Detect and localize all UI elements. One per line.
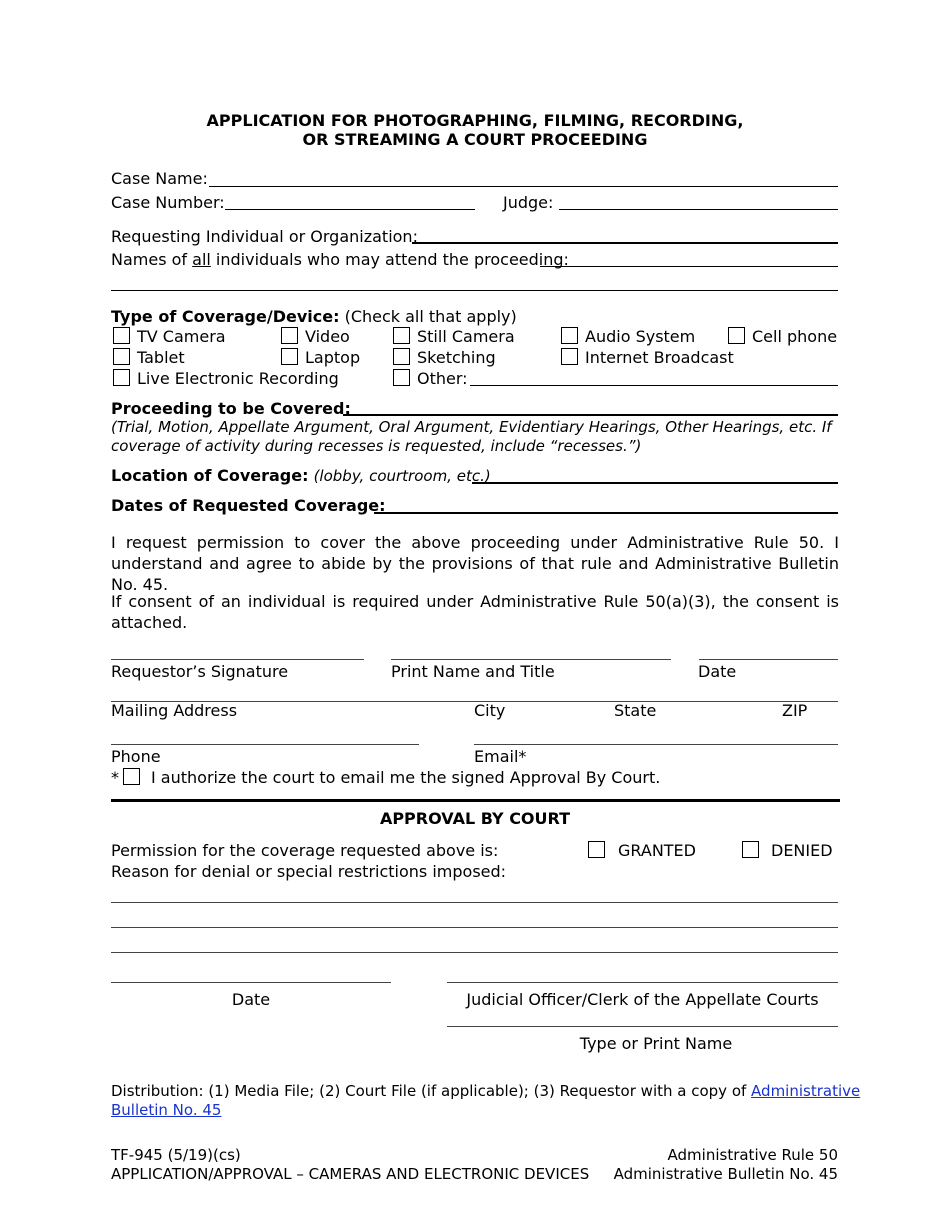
- proceeding-note-line1: (Trial, Motion, Appellate Argument, Oral Argument, Evidentiary Hearings, Other Hearings, etc. If: [111, 418, 832, 436]
- case-name-field[interactable]: [209, 186, 838, 187]
- live-recording-checkbox[interactable]: [113, 369, 130, 386]
- distribution-text: Distribution: (1) Media File; (2) Court File (if applicable); (3) Requestor with a copy of Administrative: [111, 1082, 861, 1100]
- form-title-line1: APPLICATION FOR PHOTOGRAPHING, FILMING, RECORDING,: [206, 111, 744, 130]
- denied-label: DENIED: [771, 841, 833, 860]
- case-name-label: Case Name:: [111, 169, 208, 188]
- location-label: Location of Coverage: (lobby, courtroom, etc.): [111, 466, 491, 485]
- footer-bulletin: Administrative Bulletin No. 45: [613, 1165, 838, 1183]
- approval-date-field[interactable]: [111, 982, 391, 983]
- section-divider: [111, 799, 840, 802]
- officer-label: Judicial Officer/Clerk of the Appellate Courts: [466, 990, 819, 1009]
- email-label: Email*: [474, 747, 527, 766]
- phone-field[interactable]: [111, 744, 419, 745]
- dates-label: Dates of Requested Coverage:: [111, 496, 386, 515]
- denied-checkbox[interactable]: [742, 841, 759, 858]
- granted-checkbox[interactable]: [588, 841, 605, 858]
- form-code: TF-945 (5/19)(cs): [111, 1146, 241, 1164]
- distribution-line2: [111, 1101, 221, 1119]
- other-checkbox[interactable]: [393, 369, 410, 386]
- names-label: Names of all individuals who may attend the proceeding:: [111, 250, 569, 269]
- reason-line-1[interactable]: [111, 902, 838, 903]
- date-field[interactable]: [699, 659, 838, 660]
- tablet-checkbox[interactable]: [113, 348, 130, 365]
- live-recording-label: Live Electronic Recording: [137, 369, 339, 388]
- reason-text: Reason for denial or special restrictions imposed:: [111, 862, 507, 881]
- names-field-continued[interactable]: [111, 290, 838, 291]
- permission-text: Permission for the coverage requested above is:: [111, 841, 499, 860]
- authorize-email-label: I authorize the court to email me the signed Approval By Court.: [151, 768, 661, 787]
- still-camera-checkbox[interactable]: [393, 327, 410, 344]
- laptop-label: Laptop: [305, 348, 361, 367]
- cell-phone-label: Cell phone: [752, 327, 838, 346]
- location-field[interactable]: [472, 482, 838, 484]
- judge-field[interactable]: [559, 209, 838, 210]
- video-checkbox[interactable]: [281, 327, 298, 344]
- state-label: State: [614, 701, 657, 720]
- names-field[interactable]: [540, 266, 838, 267]
- approval-date-label: Date: [231, 990, 271, 1009]
- tablet-label: Tablet: [137, 348, 185, 367]
- video-label: Video: [305, 327, 350, 346]
- cell-phone-checkbox[interactable]: [728, 327, 745, 344]
- tv-camera-label: TV Camera: [137, 327, 226, 346]
- other-label: Other:: [417, 369, 468, 388]
- footer-rule: Administrative Rule 50: [667, 1146, 838, 1164]
- other-field[interactable]: [470, 385, 838, 386]
- case-number-label: Case Number:: [111, 193, 225, 212]
- signature-label: Requestor’s Signature: [111, 662, 289, 681]
- authorize-asterisk: *: [111, 768, 119, 787]
- still-camera-label: Still Camera: [417, 327, 515, 346]
- request-statement: I request permission to cover the above proceeding under Administrative Rule 50. I understand and agree to abide by the provisions of that rule and Administrative Bulletin No. 45.: [111, 533, 839, 594]
- internet-broadcast-label: Internet Broadcast: [585, 348, 734, 367]
- bulletin-link-part1[interactable]: Administrative: [751, 1082, 861, 1100]
- bulletin-link-part2[interactable]: Bulletin No. 45: [111, 1101, 222, 1119]
- requesting-label: Requesting Individual or Organization:: [111, 227, 418, 246]
- signature-field[interactable]: [111, 659, 364, 660]
- email-field[interactable]: [474, 744, 838, 745]
- approval-heading: APPROVAL BY COURT: [379, 809, 571, 828]
- phone-label: Phone: [111, 747, 161, 766]
- proceeding-label: Proceeding to be Covered:: [111, 399, 351, 418]
- date-label: Date: [698, 662, 737, 681]
- officer-signature-field[interactable]: [447, 982, 838, 983]
- authorize-email-checkbox[interactable]: [123, 768, 140, 785]
- requesting-field[interactable]: [412, 242, 838, 244]
- city-label: City: [474, 701, 506, 720]
- reason-line-3[interactable]: [111, 952, 838, 953]
- audio-system-label: Audio System: [585, 327, 696, 346]
- proceeding-field[interactable]: [343, 414, 838, 416]
- granted-label: GRANTED: [618, 841, 696, 860]
- print-name-label: Print Name and Title: [391, 662, 555, 681]
- form-title-line2: OR STREAMING A COURT PROCEEDING: [302, 130, 648, 149]
- tv-camera-checkbox[interactable]: [113, 327, 130, 344]
- audio-system-checkbox[interactable]: [561, 327, 578, 344]
- print-name-caption: Type or Print Name: [579, 1034, 733, 1053]
- zip-label: ZIP: [782, 701, 808, 720]
- sketching-label: Sketching: [417, 348, 496, 367]
- sketching-checkbox[interactable]: [393, 348, 410, 365]
- dates-field[interactable]: [374, 512, 838, 514]
- mailing-address-label: Mailing Address: [111, 701, 238, 720]
- form-footer-title: APPLICATION/APPROVAL – CAMERAS AND ELECTRONIC DEVICES: [111, 1165, 590, 1183]
- print-name-field[interactable]: [391, 659, 671, 660]
- proceeding-note-line2: coverage of activity during recesses is requested, include “recesses.”): [111, 437, 642, 455]
- reason-line-2[interactable]: [111, 927, 838, 928]
- judge-label: Judge:: [503, 193, 554, 212]
- laptop-checkbox[interactable]: [281, 348, 298, 365]
- officer-print-name-field[interactable]: [447, 1026, 838, 1027]
- coverage-heading: Type of Coverage/Device: (Check all that apply): [111, 307, 517, 326]
- consent-statement: If consent of an individual is required under Administrative Rule 50(a)(3), the consent is attached.: [111, 592, 839, 632]
- case-number-field[interactable]: [225, 209, 475, 210]
- internet-broadcast-checkbox[interactable]: [561, 348, 578, 365]
